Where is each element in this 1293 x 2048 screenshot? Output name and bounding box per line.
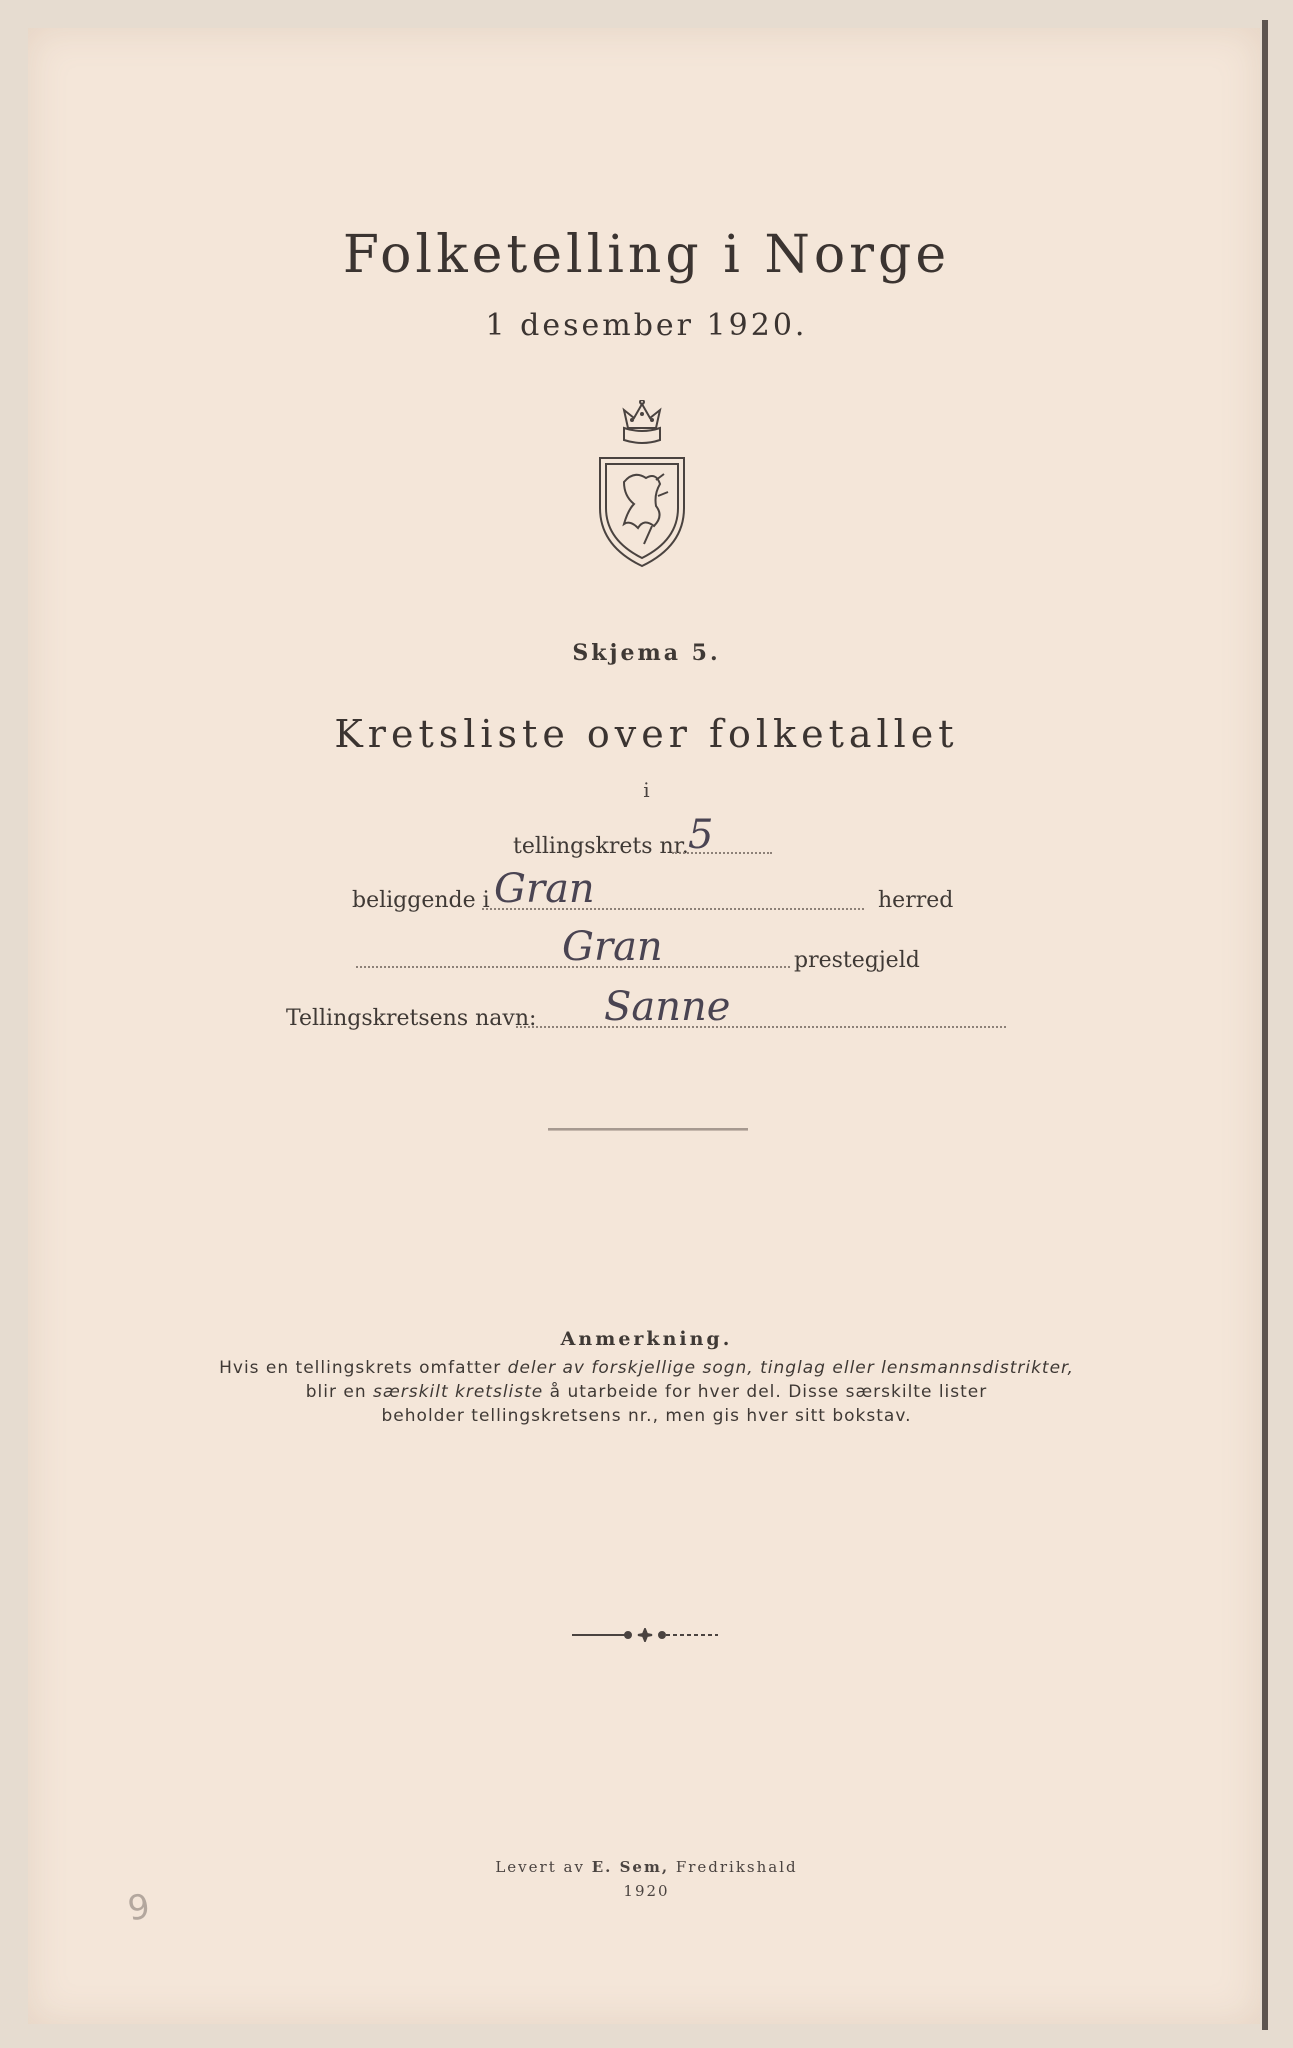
connector-word: i — [643, 778, 650, 802]
municipality-value: Gran — [494, 866, 595, 912]
located-in-label: beliggende i — [352, 888, 490, 913]
parish-label: prestegjeld — [794, 948, 920, 973]
section-divider — [548, 1128, 748, 1131]
printer-city: Fredrikshald — [669, 1858, 798, 1876]
note-line-1-emphasis: deler av forskjellige sogn, tinglag eller lensmannsdistrikter, — [507, 1358, 1074, 1378]
district-number-field — [672, 852, 772, 854]
note-line-1-text: Hvis en tellingskrets omfatter — [219, 1358, 508, 1378]
district-name-value: Sanne — [604, 984, 731, 1030]
herred-label: herred — [878, 888, 954, 913]
printer-name: E. Sem, — [591, 1858, 670, 1876]
print-year: 1920 — [623, 1882, 670, 1900]
district-number-label: tellingskrets nr. — [513, 834, 689, 859]
parish-value: Gran — [562, 924, 663, 970]
coat-of-arms-icon — [594, 400, 690, 570]
schema-number: Skjema 5. — [572, 640, 721, 666]
note-line-2-rest: å utarbeide for hver del. Disse særskilte lister — [543, 1382, 988, 1402]
document-title: Folketelling i Norge — [342, 225, 951, 285]
census-date: 1 desember 1920. — [485, 308, 808, 343]
printer-credit — [0, 1858, 1293, 1876]
district-name-label: Tellingskretsens navn: — [286, 1006, 537, 1031]
form-subtitle: Kretsliste over folketallet — [334, 712, 959, 756]
district-name-field — [516, 1026, 1006, 1028]
note-line-1 — [200, 1356, 1093, 1380]
district-number-value: 5 — [688, 812, 714, 858]
note-heading: Anmerkning. — [560, 1328, 733, 1350]
note-text — [200, 1356, 1093, 1428]
note-line-2-text: blir en — [305, 1382, 374, 1402]
ornament-divider-icon — [570, 1628, 720, 1642]
printer-prefix: Levert av — [495, 1858, 592, 1876]
note-line-2 — [200, 1380, 1093, 1404]
pencil-annotation: 9 — [125, 1886, 153, 1930]
note-line-2-emphasis: særskilt kretsliste — [373, 1382, 544, 1402]
note-line-3: beholder tellingskretsens nr., men gis hver sitt bokstav. — [381, 1406, 912, 1426]
